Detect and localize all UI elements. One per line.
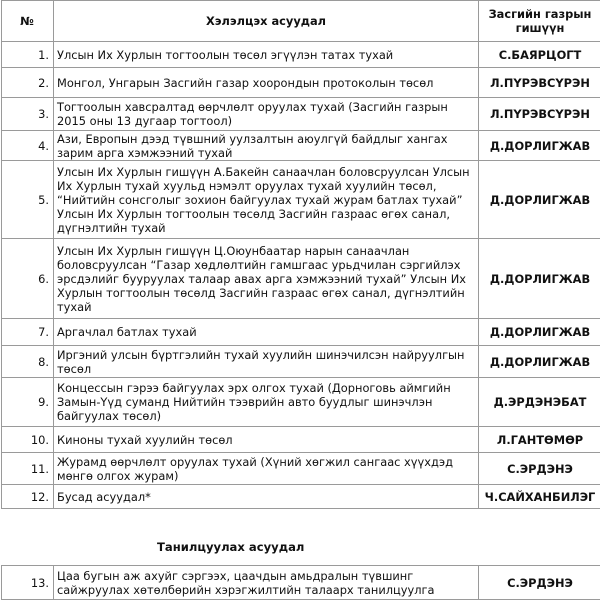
row-topic: Улсын Их Хурлын гишүүн А.Бакейн санаачлан боловсруулсан Улсын Их Хурлын тухай хуульд нэмэлт оруулах тухай хуулийн төсөл, “Нийтийн сонсголыг зохион байгуулах тухай журам батлах тухай” Улсын Их Хурлын тогтоолын төсөлд Засгийн газраас өгөх санал, дүгнэлтийн тухай: [54, 161, 479, 239]
table-row: [2, 131, 600, 161]
row-num: 2.: [2, 68, 54, 98]
row-minister: Л.ПҮРЭВСҮРЭН: [479, 98, 600, 131]
row-topic: Бусад асуудал*: [54, 485, 479, 509]
table-row: [2, 485, 600, 509]
row-topic: Улсын Их Хурлын гишүүн Ц.Оюунбаатар нарын санаачлан боловсруулсан “Газар хөдлөлтийн гамшгаас урьдчилан сэргийлэх эрсдэлийг бууруулах талаар авах арга хэмжээний тухай” Улсын Их Хурлын тогтоолын төсөлд Засгийн газраас өгөх санал, дүгнэлтийн тухай: [54, 239, 479, 319]
table-row: [2, 378, 600, 427]
row-num: 3.: [2, 98, 54, 131]
row-topic: Цаа бугын аж ахуйг сэргээх, цаачдын амьдралын түвшинг сайжруулах хөтөлбөрийн хэрэгжилтийн талаарх танилцуулга: [54, 566, 479, 600]
row-minister: С.ЭРДЭНЭ: [479, 566, 600, 600]
table-header-row: [2, 1, 600, 42]
row-num: 7.: [2, 319, 54, 346]
table-row: [2, 68, 600, 98]
row-num: 12.: [2, 485, 54, 509]
row-topic: Монгол, Унгарын Засгийн газар хоорондын протоколын төсөл: [54, 68, 479, 98]
table-row: [2, 161, 600, 239]
row-minister: Д.ДОРЛИГЖАВ: [479, 131, 600, 161]
row-minister: Л.ГАНТӨМӨР: [479, 427, 600, 453]
row-num: 9.: [2, 378, 54, 427]
row-num: 6.: [2, 239, 54, 319]
row-num: 1.: [2, 42, 54, 68]
row-topic: Тогтоолын хавсралтад өөрчлөлт оруулах тухай (Засгийн газрын 2015 оны 13 дугаар тогтоол): [54, 98, 479, 131]
row-topic: Концессын гэрээ байгуулах эрх олгох тухай (Дорноговь аймгийн Замын-Үүд суманд Нийтийн тээврийн авто буудлыг шинэчлэн байгуулах төсөл): [54, 378, 479, 427]
row-num: 8.: [2, 346, 54, 378]
row-minister: Ч.САЙХАНБИЛЭГ: [479, 485, 600, 509]
header-num: №: [2, 1, 54, 42]
header-topic: Хэлэлцэх асуудал: [54, 1, 479, 42]
row-minister: Д.ЭРДЭНЭБАТ: [479, 378, 600, 427]
table-row: [2, 98, 600, 131]
header-minister: Засгийн газрын гишүүн: [479, 1, 600, 42]
table-row: [2, 346, 600, 378]
row-topic: Журамд өөрчлөлт оруулах тухай (Хүний хөгжил сангаас хүүхдэд мөнгө олгох журам): [54, 453, 479, 485]
table-row: [2, 427, 600, 453]
row-minister: Д.ДОРЛИГЖАВ: [479, 239, 600, 319]
agenda-table: [1, 0, 600, 509]
row-minister: Л.ПҮРЭВСҮРЭН: [479, 68, 600, 98]
row-num: 10.: [2, 427, 54, 453]
row-minister: Д.ДОРЛИГЖАВ: [479, 161, 600, 239]
row-topic: Киноны тухай хуулийн төсөл: [54, 427, 479, 453]
row-num: 5.: [2, 161, 54, 239]
row-minister: Д.ДОРЛИГЖАВ: [479, 319, 600, 346]
row-topic: Иргэний улсын бүртгэлийн тухай хуулийн шинэчилсэн найруулгын төсөл: [54, 346, 479, 378]
row-minister: С.БАЯРЦОГТ: [479, 42, 600, 68]
row-topic: Ази, Европын дээд түвшний уулзалтын аюулгүй байдлыг хангах зарим арга хэмжээний тухай: [54, 131, 479, 161]
table-row: [2, 566, 600, 600]
row-num: 13.: [2, 566, 54, 600]
row-topic: Улсын Их Хурлын тогтоолын төсөл эгүүлэн татах тухай: [54, 42, 479, 68]
section-subheading: Танилцуулах асуудал: [157, 540, 304, 554]
table-row: [2, 42, 600, 68]
row-num: 4.: [2, 131, 54, 161]
table-row: [2, 319, 600, 346]
row-minister: Д.ДОРЛИГЖАВ: [479, 346, 600, 378]
table-row: [2, 453, 600, 485]
table-row: [2, 239, 600, 319]
row-num: 11.: [2, 453, 54, 485]
row-minister: С.ЭРДЭНЭ: [479, 453, 600, 485]
row-topic: Аргачлал батлах тухай: [54, 319, 479, 346]
introduction-table: [1, 565, 600, 600]
